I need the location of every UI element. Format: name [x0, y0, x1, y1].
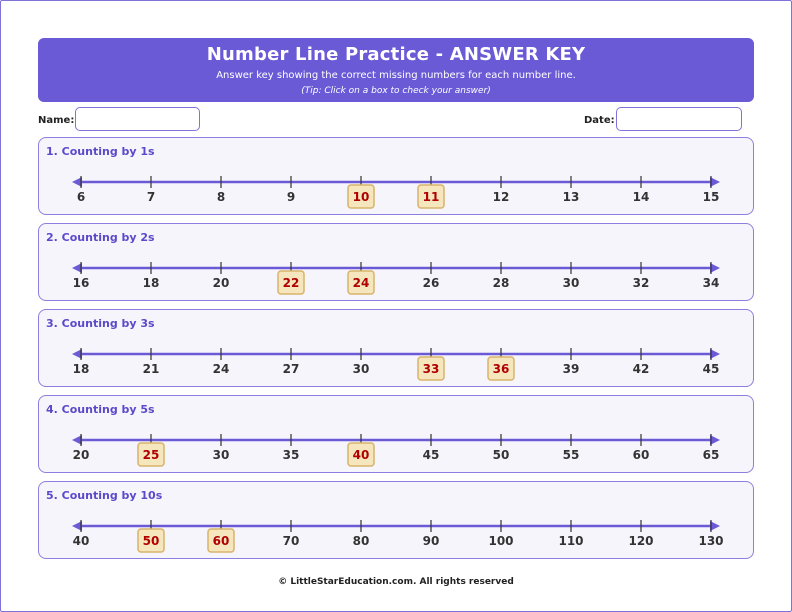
- tick-label: 50: [492, 448, 510, 462]
- tick-label: 70: [282, 534, 300, 548]
- tick-label: 32: [632, 276, 650, 290]
- tick-label: 26: [422, 276, 440, 290]
- tick-label: 20: [212, 276, 230, 290]
- problem-panel: [38, 309, 754, 387]
- footer-copyright: © LittleStarEducation.com. All rights reserved: [278, 577, 514, 587]
- problem-panel: [38, 395, 754, 473]
- tick-label: 13: [562, 190, 580, 204]
- number-line: [39, 224, 755, 302]
- tick-label: 100: [488, 534, 514, 548]
- header-banner: [38, 38, 754, 102]
- tick-label: 27: [282, 362, 300, 376]
- answer-label[interactable]: 33: [422, 362, 440, 376]
- tick-label: 8: [216, 190, 226, 204]
- tip-text: (Tip: Click on a box to check your answer): [301, 86, 491, 96]
- tick-label: 34: [702, 276, 720, 290]
- number-line: [39, 310, 755, 388]
- name-label: Name:: [38, 115, 75, 126]
- number-line: [39, 482, 755, 560]
- tick-label: 39: [562, 362, 580, 376]
- answer-label[interactable]: 36: [492, 362, 510, 376]
- date-label: Date:: [584, 115, 615, 126]
- page-subtitle: Answer key showing the correct missing numbers for each number line.: [216, 70, 576, 81]
- problem-title: 1. Counting by 1s: [46, 145, 155, 158]
- problem-title: 4. Counting by 5s: [46, 403, 155, 416]
- answer-label[interactable]: 60: [212, 534, 230, 548]
- problem-panel: [38, 481, 754, 559]
- answer-label[interactable]: 25: [142, 448, 160, 462]
- tick-label: 21: [142, 362, 160, 376]
- tick-label: 120: [628, 534, 654, 548]
- tick-label: 15: [702, 190, 720, 204]
- tick-label: 30: [562, 276, 580, 290]
- answer-label[interactable]: 10: [352, 190, 370, 204]
- tick-label: 18: [142, 276, 160, 290]
- tick-label: 16: [72, 276, 90, 290]
- tick-label: 30: [352, 362, 370, 376]
- tick-label: 20: [72, 448, 90, 462]
- tick-label: 12: [492, 190, 510, 204]
- date-field[interactable]: [616, 107, 742, 131]
- tick-label: 130: [698, 534, 724, 548]
- tick-label: 65: [702, 448, 720, 462]
- tick-label: 6: [76, 190, 86, 204]
- tick-label: 110: [558, 534, 584, 548]
- tick-label: 90: [422, 534, 440, 548]
- page-title: Number Line Practice - ANSWER KEY: [206, 44, 586, 65]
- tick-label: 45: [422, 448, 440, 462]
- tick-label: 80: [352, 534, 370, 548]
- problem-title: 3. Counting by 3s: [46, 317, 155, 330]
- number-line: [39, 396, 755, 474]
- tick-label: 45: [702, 362, 720, 376]
- tick-label: 9: [286, 190, 296, 204]
- tick-label: 24: [212, 362, 230, 376]
- number-line: [39, 138, 755, 216]
- tick-label: 18: [72, 362, 90, 376]
- problem-title: 2. Counting by 2s: [46, 231, 155, 244]
- answer-label[interactable]: 22: [282, 276, 300, 290]
- tick-label: 30: [212, 448, 230, 462]
- problem-panel: [38, 137, 754, 215]
- problem-panel: [38, 223, 754, 301]
- tick-label: 28: [492, 276, 510, 290]
- answer-label[interactable]: 40: [352, 448, 370, 462]
- tick-label: 55: [562, 448, 580, 462]
- problem-title: 5. Counting by 10s: [46, 489, 163, 502]
- answer-label[interactable]: 11: [422, 190, 440, 204]
- tick-label: 7: [146, 190, 156, 204]
- answer-label[interactable]: 50: [142, 534, 160, 548]
- name-field[interactable]: [75, 107, 200, 131]
- tick-label: 42: [632, 362, 650, 376]
- tick-label: 40: [72, 534, 90, 548]
- tick-label: 35: [282, 448, 300, 462]
- tick-label: 60: [632, 448, 650, 462]
- tick-label: 14: [632, 190, 650, 204]
- answer-label[interactable]: 24: [352, 276, 370, 290]
